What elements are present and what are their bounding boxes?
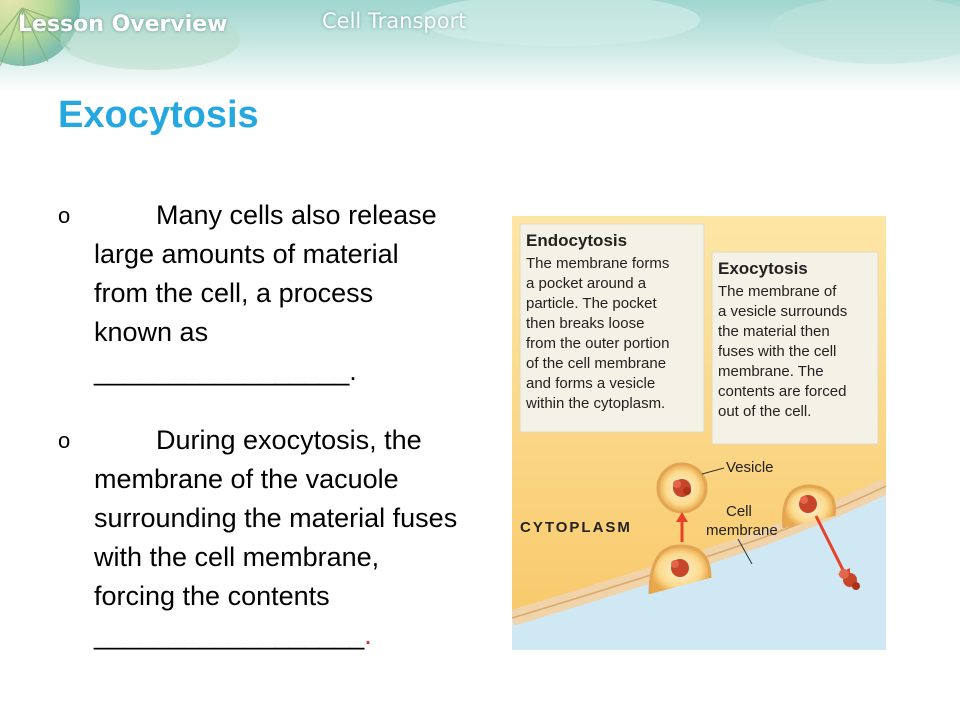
endocytosis-heading: Endocytosis: [526, 231, 628, 250]
bullet-marker: o: [58, 428, 71, 453]
exocytosis-line: membrane. The: [718, 363, 824, 380]
vesicle-label: Vesicle: [726, 459, 774, 476]
bullet-text: Many cells also release large amounts of material from the cell, a process known as _________________.: [94, 200, 437, 386]
exocytosis-line: contents are forced: [718, 383, 847, 400]
exocytosis-line: The membrane of: [718, 283, 837, 300]
endocytosis-line: a pocket around a: [526, 275, 647, 292]
endocytosis-exocytosis-figure: [512, 216, 886, 650]
endocytosis-line: and forms a vesicle: [526, 375, 656, 392]
endocytosis-line: The membrane forms: [526, 255, 670, 272]
endocytosis-line: within the cytoplasm.: [526, 395, 666, 412]
cytoplasm-label: CYTOPLASM: [520, 519, 632, 536]
cell-membrane-label: membrane: [706, 522, 778, 539]
bullet-text: During exocytosis, the membrane of the vacuole surrounding the material fuses with the cell membrane, forcing the contents __________________: [94, 425, 458, 650]
topic-label: Cell Transport: [322, 9, 467, 33]
endocytosis-line: then breaks loose: [526, 315, 645, 332]
bullet-item: [58, 196, 458, 391]
endocytosis-textbox: [520, 224, 704, 432]
bullet-red-period: .: [364, 620, 372, 650]
vesicle-upper: [658, 464, 706, 512]
exocytosis-line: out of the cell.: [718, 403, 812, 420]
exocytosis-line: the material then: [718, 323, 830, 340]
exocytosis-heading: Exocytosis: [718, 259, 808, 278]
bullet-item: [58, 421, 458, 655]
exocytosis-line: fuses with the cell: [718, 343, 837, 360]
cell-membrane-label: Cell: [726, 503, 752, 520]
endocytosis-line: of the cell membrane: [526, 355, 667, 372]
slide-title: Exocytosis: [58, 94, 259, 136]
endocytosis-line: from the outer portion: [526, 335, 670, 352]
exocytosis-textbox: [712, 252, 878, 444]
exocytosis-line: a vesicle surrounds: [718, 303, 848, 320]
endocytosis-line: particle. The pocket: [526, 295, 657, 312]
lesson-overview-label: Lesson Overview: [18, 12, 228, 37]
bullet-list: [58, 196, 458, 655]
header-banner: [0, 0, 960, 92]
bullet-marker: o: [58, 203, 71, 228]
